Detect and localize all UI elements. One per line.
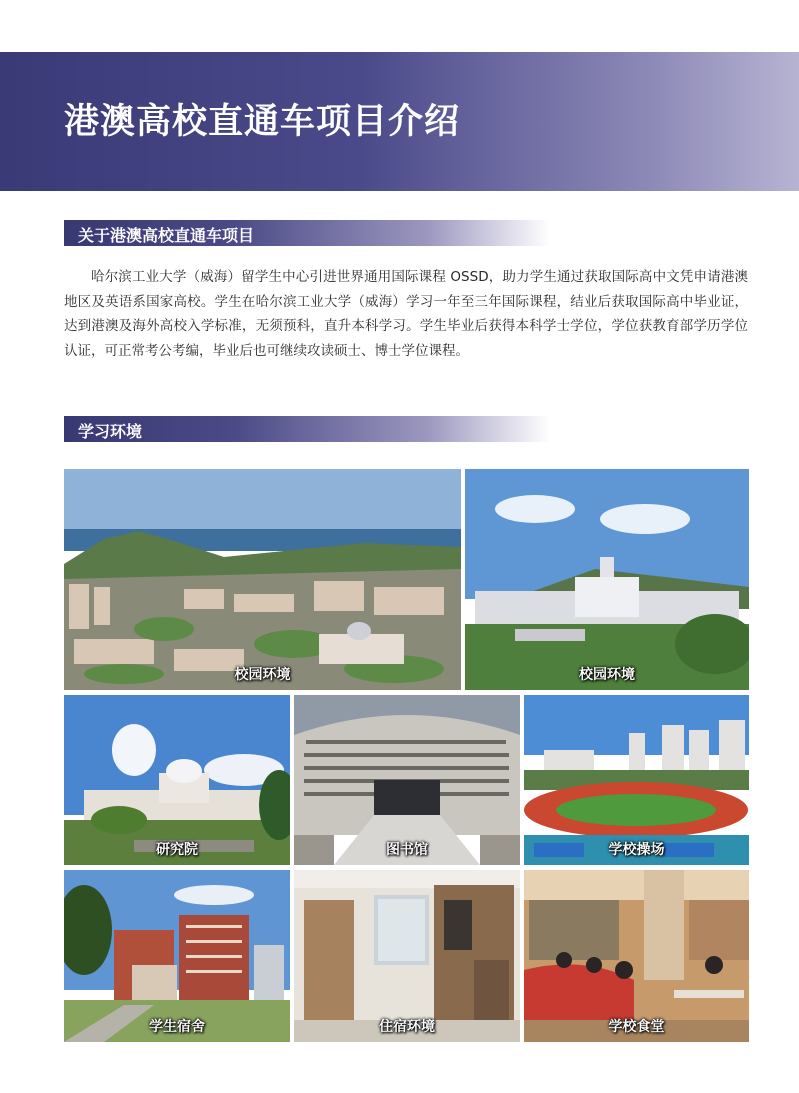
caption-library: 图书馆 [386,842,428,858]
caption-dormitory: 学生宿舍 [149,1019,205,1035]
photo-campus-main [465,469,749,690]
caption-canteen: 学校食堂 [608,1019,665,1035]
section-heading-about-label: 关于港澳高校直通车项目 [78,226,255,245]
photo-campus-aerial [64,469,461,690]
section-heading-environment-label: 学习环境 [78,422,143,441]
intro-paragraph: 哈尔滨工业大学（威海）留学生中心引进世界通用国际课程 OSSD，助力学生通过获取国际高中文凭申请港澳地区及英语系国家高校。学生在哈尔滨工业大学（威海）学习一年至三年国际课程，结业后获取国际高中毕业证，达到港澳及海外高校入学标准，无须预科，直升本科学习。学生毕业后获得本科学士学位，学位获教育部学历学位认证，可正常考公考编，毕业后也可继续攻读硕士、博士学位课程。 [64,269,748,359]
photo-library [294,695,520,865]
photo-institute [64,695,290,865]
section-heading-environment [64,416,550,442]
photo-dormitory [64,870,290,1042]
campus-main-image [465,469,749,690]
caption-campus-aerial: 校园环境 [234,667,291,683]
header-banner [0,52,799,191]
page-title: 港澳高校直通车项目介绍 [64,102,461,142]
campus-aerial-image [64,469,461,690]
caption-sports-field: 学校操场 [608,842,665,858]
caption-institute: 研究院 [156,842,198,858]
caption-room: 住宿环境 [379,1019,435,1035]
caption-campus-main: 校园环境 [579,667,635,683]
section-heading-about [64,220,550,246]
photo-canteen [524,870,749,1042]
photo-sports-field [524,695,749,865]
photo-room [294,870,520,1042]
